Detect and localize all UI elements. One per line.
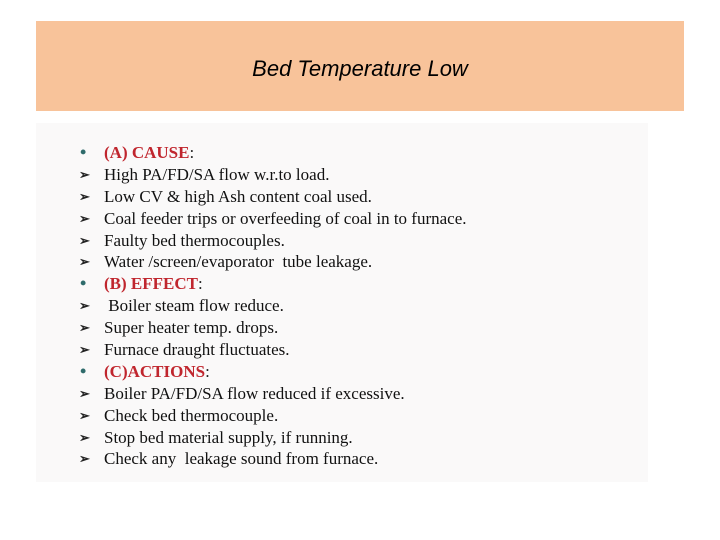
list-item-text: High PA/FD/SA flow w.r.to load.	[104, 164, 330, 184]
list-item-text: Super heater temp. drops.	[104, 318, 279, 338]
list-item	[79, 427, 467, 449]
list-item	[79, 317, 467, 339]
section-colon: :	[197, 274, 203, 294]
section-heading	[79, 142, 467, 164]
slide-title: Bed Temperature Low	[252, 56, 468, 81]
bullet-list	[79, 142, 467, 470]
list-item-text: Stop bed material supply, if running.	[104, 427, 353, 447]
title-banner	[36, 21, 684, 111]
arrow-bullet-icon: ➢	[79, 210, 90, 226]
list-item-text: Faulty bed thermocouples.	[104, 230, 285, 250]
list-item	[79, 208, 467, 230]
list-item	[79, 295, 467, 317]
list-item-text: Check bed thermocouple.	[104, 405, 279, 425]
arrow-bullet-icon: ➢	[79, 254, 90, 270]
list-item	[79, 405, 467, 427]
list-item-text: Water /screen/evaporator tube leakage.	[104, 252, 373, 272]
list-item	[79, 164, 467, 186]
arrow-bullet-icon: ➢	[79, 429, 90, 445]
arrow-bullet-icon: ➢	[79, 342, 90, 358]
list-item	[79, 230, 467, 252]
section-heading	[79, 361, 467, 383]
section-label: (A) CAUSE	[104, 143, 190, 162]
section-colon: :	[205, 361, 210, 381]
section-heading	[79, 273, 467, 295]
arrow-bullet-icon: ➢	[79, 320, 90, 336]
arrow-bullet-icon: ➢	[79, 451, 90, 467]
list-item	[79, 339, 467, 361]
list-item	[79, 448, 467, 470]
list-item-text: Coal feeder trips or overfeeding of coal in to furnace.	[104, 208, 467, 228]
bullet-dot-icon: •	[80, 142, 87, 162]
list-item	[79, 251, 467, 273]
list-item-text: Furnace draught fluctuates.	[104, 340, 290, 360]
arrow-bullet-icon: ➢	[79, 407, 90, 423]
list-item	[79, 383, 467, 405]
bullet-dot-icon: •	[80, 273, 87, 294]
arrow-bullet-icon: ➢	[79, 188, 90, 204]
section-label: (C)ACTIONS	[104, 361, 206, 381]
arrow-bullet-icon: ➢	[79, 298, 90, 314]
section-colon: :	[189, 143, 195, 162]
arrow-bullet-icon: ➢	[79, 166, 90, 182]
arrow-bullet-icon: ➢	[79, 385, 90, 401]
bullet-dot-icon: •	[80, 360, 87, 381]
list-item	[79, 186, 467, 208]
section-label: (B) EFFECT	[104, 274, 198, 294]
list-item-text: Low CV & high Ash content coal used.	[104, 186, 372, 206]
list-item-text: Check any leakage sound from furnace.	[104, 449, 379, 469]
list-item-text: Boiler PA/FD/SA flow reduced if excessive.	[104, 383, 405, 403]
list-item-text: Boiler steam flow reduce.	[104, 296, 284, 316]
arrow-bullet-icon: ➢	[79, 232, 90, 248]
